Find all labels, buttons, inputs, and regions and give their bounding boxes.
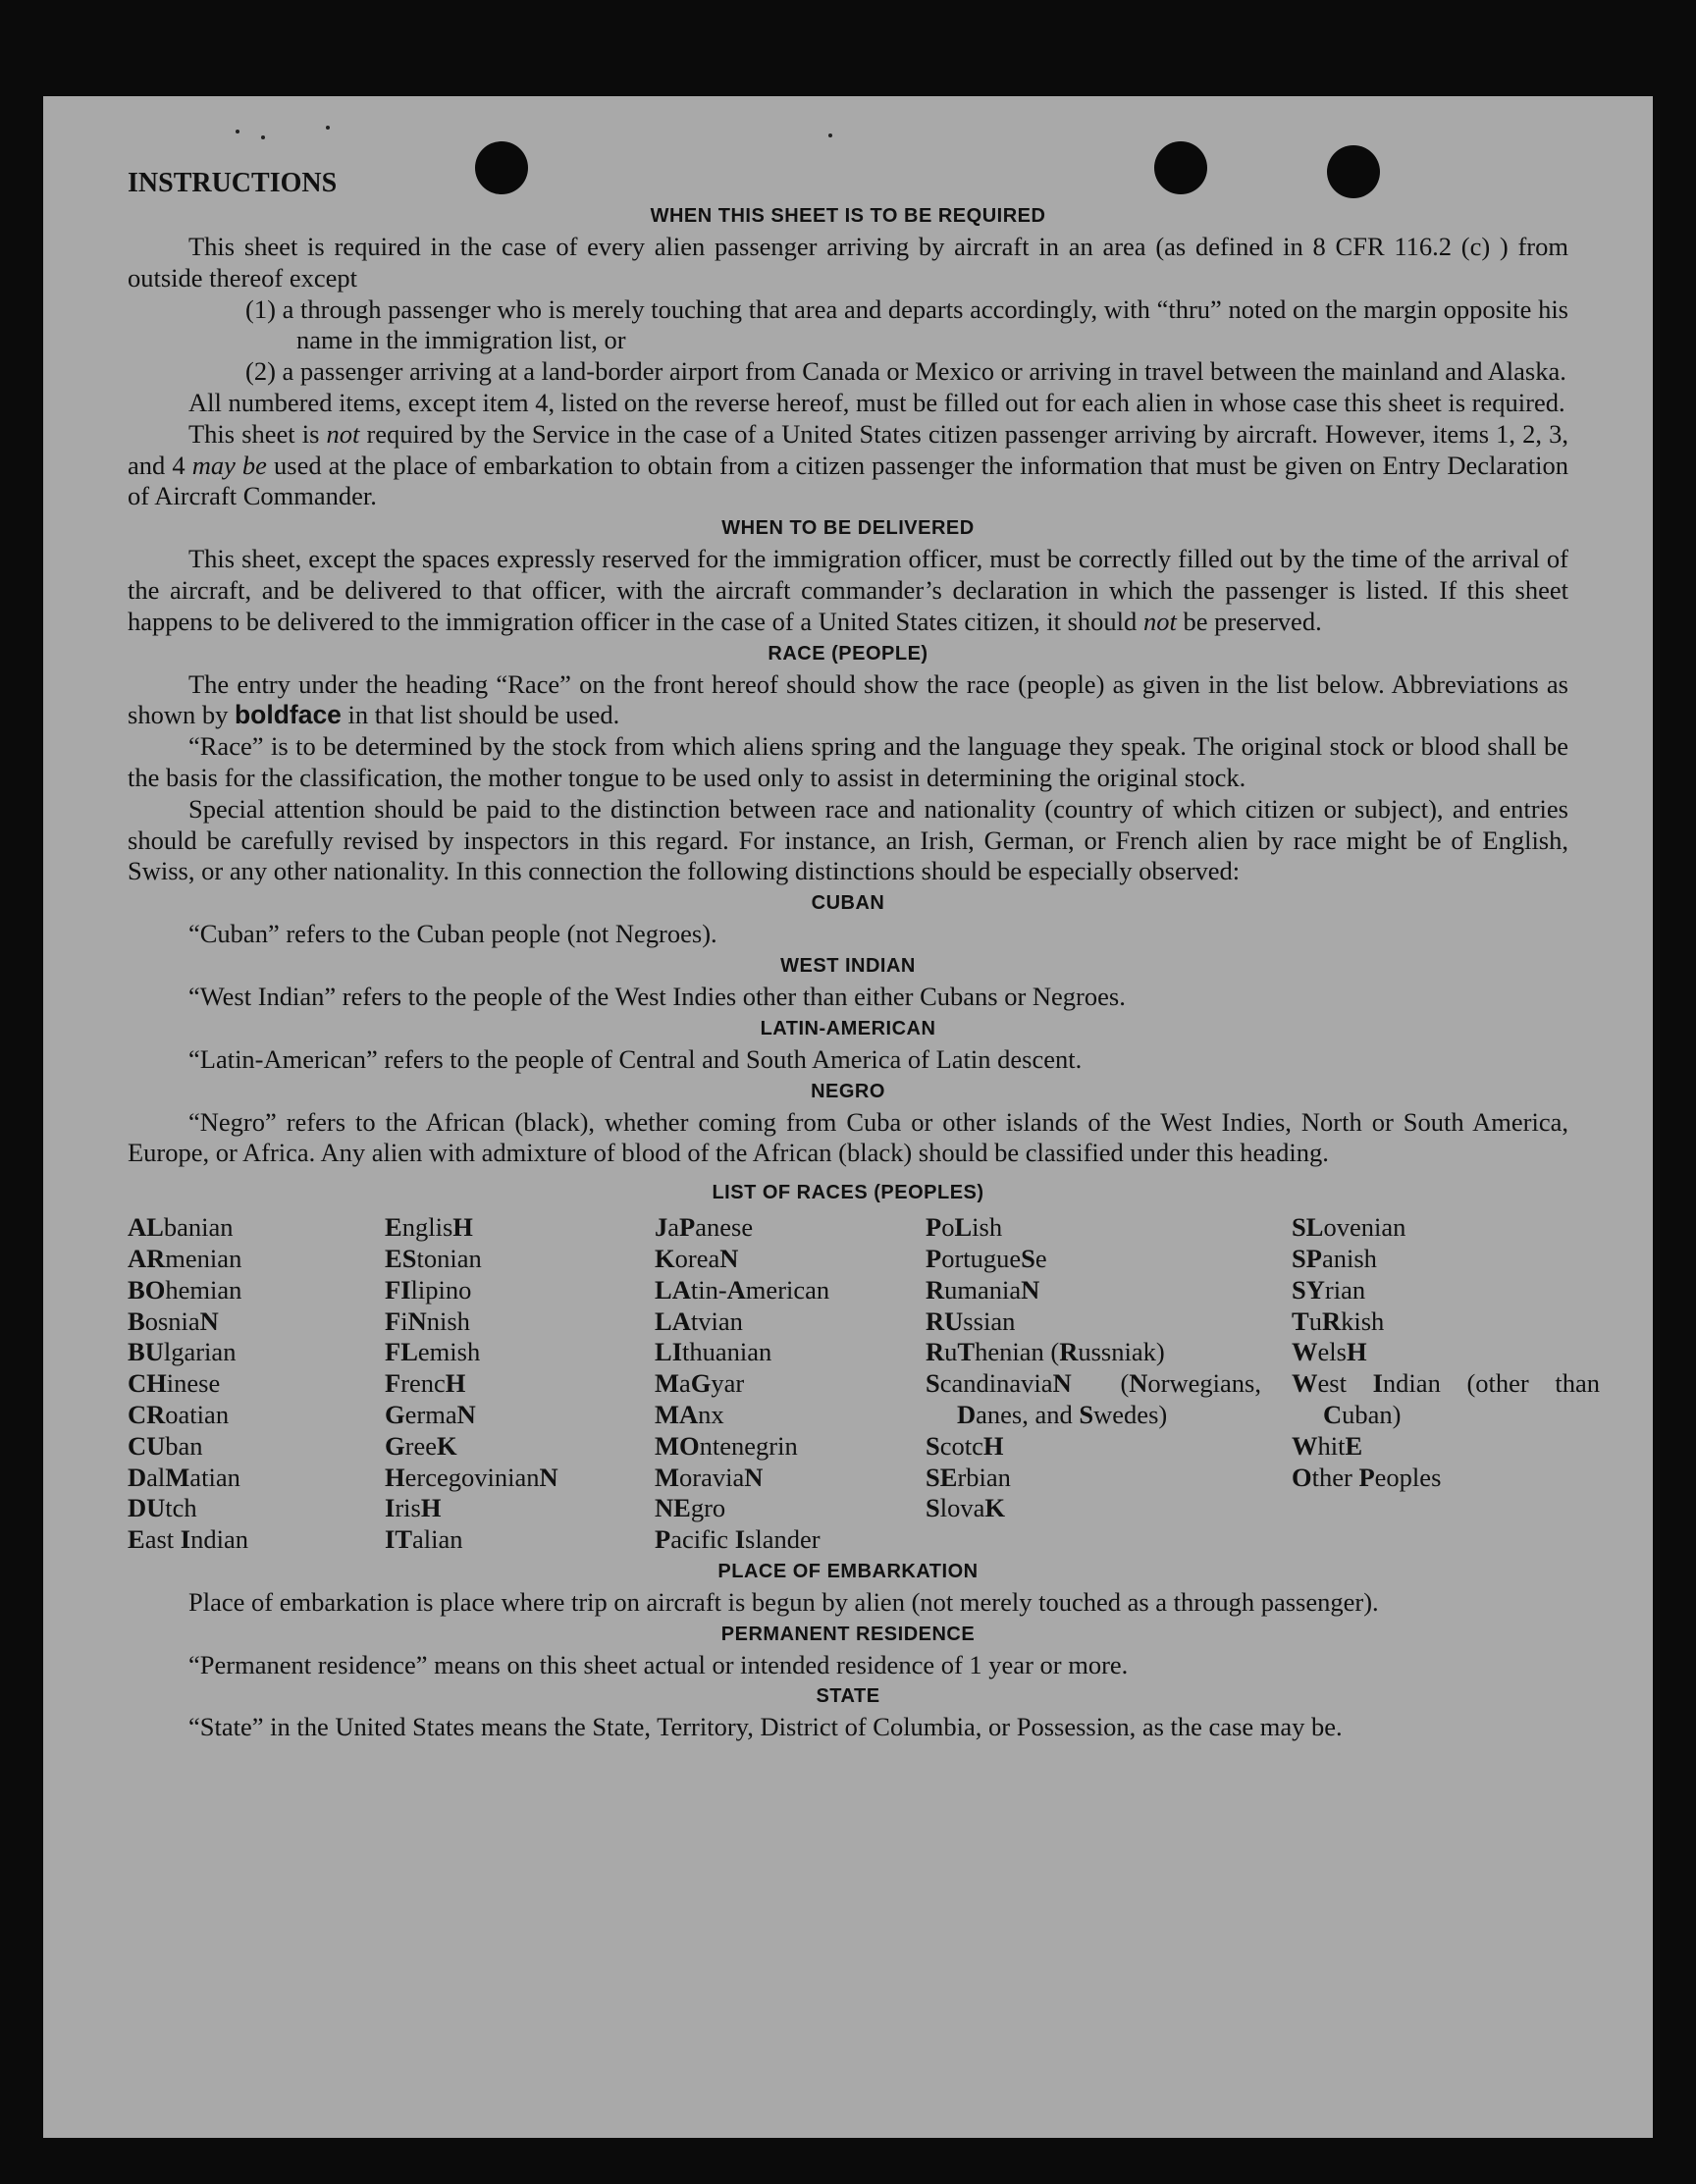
race-item: KoreaN xyxy=(655,1243,739,1273)
race-item: BUlgarian xyxy=(128,1337,237,1367)
race-item: NEgro xyxy=(655,1493,726,1523)
section-heading: PLACE OF EMBARKATION xyxy=(717,1560,979,1582)
race-item: RumaniaN xyxy=(926,1274,1040,1305)
races-column xyxy=(385,1212,655,1556)
races-list xyxy=(128,1212,1600,1556)
section-heading: PERMANENT RESIDENCE xyxy=(720,1623,976,1645)
race-item: LIthuanian xyxy=(655,1337,772,1367)
race-item: RUssian xyxy=(926,1305,1016,1336)
race-item: SPanish xyxy=(1292,1243,1377,1273)
race-item: PoLish xyxy=(926,1212,1003,1243)
paragraph: “Race” is to be determined by the stock from which aliens spring and the language they speak. The original stock or blood shall be the basis for the classification, the mother tongue to be used only to assist in determining the original stock. xyxy=(128,731,1568,792)
race-item: Pacific Islander xyxy=(655,1524,821,1555)
race-item: ScandinaviaN (Norwegians, Danes, and Swedes) xyxy=(926,1368,1261,1429)
race-item: West Indian (other than Cuban) xyxy=(1292,1368,1600,1429)
race-item: FIlipino xyxy=(385,1274,472,1305)
race-item: ITalian xyxy=(385,1524,463,1555)
races-column xyxy=(926,1212,1292,1556)
text-run: This sheet is xyxy=(188,418,327,449)
definition-negro: “Negro” refers to the African (black), whether coming from Cuba or other islands of the West Indies, North or South America, Europe, or Africa. Any alien with admixture of blood of the African (black) should be classified under this heading. xyxy=(128,1106,1568,1168)
speck xyxy=(828,133,832,137)
speck xyxy=(326,126,330,130)
paragraph xyxy=(128,419,1568,512)
races-column xyxy=(655,1212,926,1556)
instructions-body xyxy=(128,167,1600,1743)
race-item: MAnx xyxy=(655,1399,724,1429)
race-item: CRoatian xyxy=(128,1399,230,1429)
race-item: MaGyar xyxy=(655,1368,745,1399)
subheading-west-indian: WEST INDIAN xyxy=(780,954,916,977)
race-item: CHinese xyxy=(128,1368,221,1399)
page-title: INSTRUCTIONS xyxy=(128,168,338,198)
paragraph: “State” in the United States means the State, Territory, District of Columbia, or Possession, as the case may be. xyxy=(188,1712,1343,1742)
race-item: MOntenegrin xyxy=(655,1430,798,1461)
text-run: used at the place of embarkation to obtain from a citizen passenger the information that must be given on Entry Declaration of Aircraft Commander. xyxy=(128,450,1568,511)
section-heading: WHEN THIS SHEET IS TO BE REQUIRED xyxy=(650,205,1046,227)
race-item: DUtch xyxy=(128,1493,197,1523)
subheading-negro: NEGRO xyxy=(811,1080,885,1102)
paragraph: “Permanent residence” means on this sheet actual or intended residence of 1 year or more. xyxy=(188,1649,1129,1679)
race-item: BosniaN xyxy=(128,1305,219,1336)
race-item: FLemish xyxy=(385,1337,481,1367)
race-item: GreeK xyxy=(385,1430,457,1461)
text-run: required by the Service in the case of a United States citizen passenger arriving by aircraft. However, items 1, 2, 3, and 4 xyxy=(128,418,1568,480)
race-item: ARmenian xyxy=(128,1243,242,1273)
race-item: TuRkish xyxy=(1292,1305,1385,1336)
text-run: This sheet, except the spaces expressly reserved for the immigration officer, must be correctly filled out by the time of the arrival of the aircraft, and be delivered to that officer, with the aircraft commander’s declaration in which the passenger is listed. If this sheet happens to be delivered to the immigration officer in the case of a United States citizen, it should xyxy=(128,544,1568,636)
definition-west-indian: “West Indian” refers to the people of the West Indies other than either Cubans or Negroes. xyxy=(188,981,1126,1011)
exception-item: (2) a passenger arriving at a land-border airport from Canada or Mexico or arriving in travel between the mainland and Alaska. xyxy=(245,356,1566,387)
race-item: SErbian xyxy=(926,1462,1011,1492)
races-column xyxy=(128,1212,385,1556)
text-run: The entry under the heading “Race” on the front hereof should show the race (people) as given in the list below. Abbreviations as shown by xyxy=(128,668,1568,730)
exception-item: (1) a through passenger who is merely touching that area and departs accordingly, with “thru” noted on the margin opposite his name in the immigration list, or xyxy=(245,293,1568,355)
races-column xyxy=(1292,1212,1600,1556)
race-item: PortugueSe xyxy=(926,1243,1047,1273)
race-item: FiNnish xyxy=(385,1305,470,1336)
paragraph: All numbered items, except item 4, listed on the reverse hereof, must be filled out for each alien in whose case this sheet is required. xyxy=(188,387,1565,417)
paragraph xyxy=(128,669,1568,732)
race-item: CUban xyxy=(128,1430,203,1461)
subheading-cuban: CUBAN xyxy=(811,892,885,915)
race-item: LAtvian xyxy=(655,1305,743,1336)
race-item: IrisH xyxy=(385,1493,442,1523)
definition-cuban: “Cuban” refers to the Cuban people (not Negroes). xyxy=(188,919,717,949)
race-item: EnglisH xyxy=(385,1212,473,1243)
race-item: JaPanese xyxy=(655,1212,754,1243)
race-item: RuThenian (Russniak) xyxy=(926,1337,1165,1367)
speck xyxy=(236,130,239,133)
race-item: DalMatian xyxy=(128,1462,240,1492)
race-item: MoraviaN xyxy=(655,1462,764,1492)
race-item: ScotcH xyxy=(926,1430,1004,1461)
race-item: SLovenian xyxy=(1292,1212,1406,1243)
section-heading: LIST OF RACES (PEOPLES) xyxy=(712,1182,984,1204)
speck xyxy=(261,135,265,139)
paragraph xyxy=(128,544,1568,637)
text-run: be preserved. xyxy=(1176,606,1322,636)
text-run: in that list should be used. xyxy=(341,700,620,730)
race-item: EStonian xyxy=(385,1243,482,1273)
text-run: boldface xyxy=(234,700,342,730)
race-item: HercegovinianN xyxy=(385,1462,558,1492)
race-item: WhitE xyxy=(1292,1430,1363,1461)
race-item: East Indian xyxy=(128,1524,248,1555)
race-item: SYrian xyxy=(1292,1274,1366,1305)
paragraph: Special attention should be paid to the distinction between race and nationality (country of which citizen or subject), and entries should be carefully revised by inspectors in this regard. For instance, an Irish, German, or French alien by race might be of English, Swiss, or any other nationality. In this connection the following distinctions should be especially observed: xyxy=(128,793,1568,886)
race-item: ALbanian xyxy=(128,1212,234,1243)
race-item: WelsH xyxy=(1292,1337,1367,1367)
race-item: Other Peoples xyxy=(1292,1462,1442,1492)
race-item: FrencH xyxy=(385,1368,466,1399)
paragraph: This sheet is required in the case of every alien passenger arriving by aircraft in an area (as defined in 8 CFR 116.2 (c) ) from outside thereof except xyxy=(128,232,1568,293)
race-item: GermaN xyxy=(385,1399,476,1429)
text-run: not xyxy=(1142,606,1177,636)
definition-latin-american: “Latin-American” refers to the people of Central and South America of Latin descent. xyxy=(188,1043,1083,1074)
section-heading: STATE xyxy=(816,1685,880,1708)
race-item: LAtin-American xyxy=(655,1274,830,1305)
text-run: not xyxy=(326,418,360,449)
section-heading: RACE (PEOPLE) xyxy=(768,642,928,665)
section-heading: WHEN TO BE DELIVERED xyxy=(721,517,975,540)
text-run: may be xyxy=(191,450,267,480)
race-item: BOhemian xyxy=(128,1274,242,1305)
paragraph: Place of embarkation is place where trip on aircraft is begun by alien (not merely touched as a through passenger). xyxy=(188,1586,1379,1617)
race-item: SlovaK xyxy=(926,1493,1006,1523)
subheading-latin-american: LATIN-AMERICAN xyxy=(760,1017,936,1039)
document-sheet xyxy=(43,96,1653,2138)
